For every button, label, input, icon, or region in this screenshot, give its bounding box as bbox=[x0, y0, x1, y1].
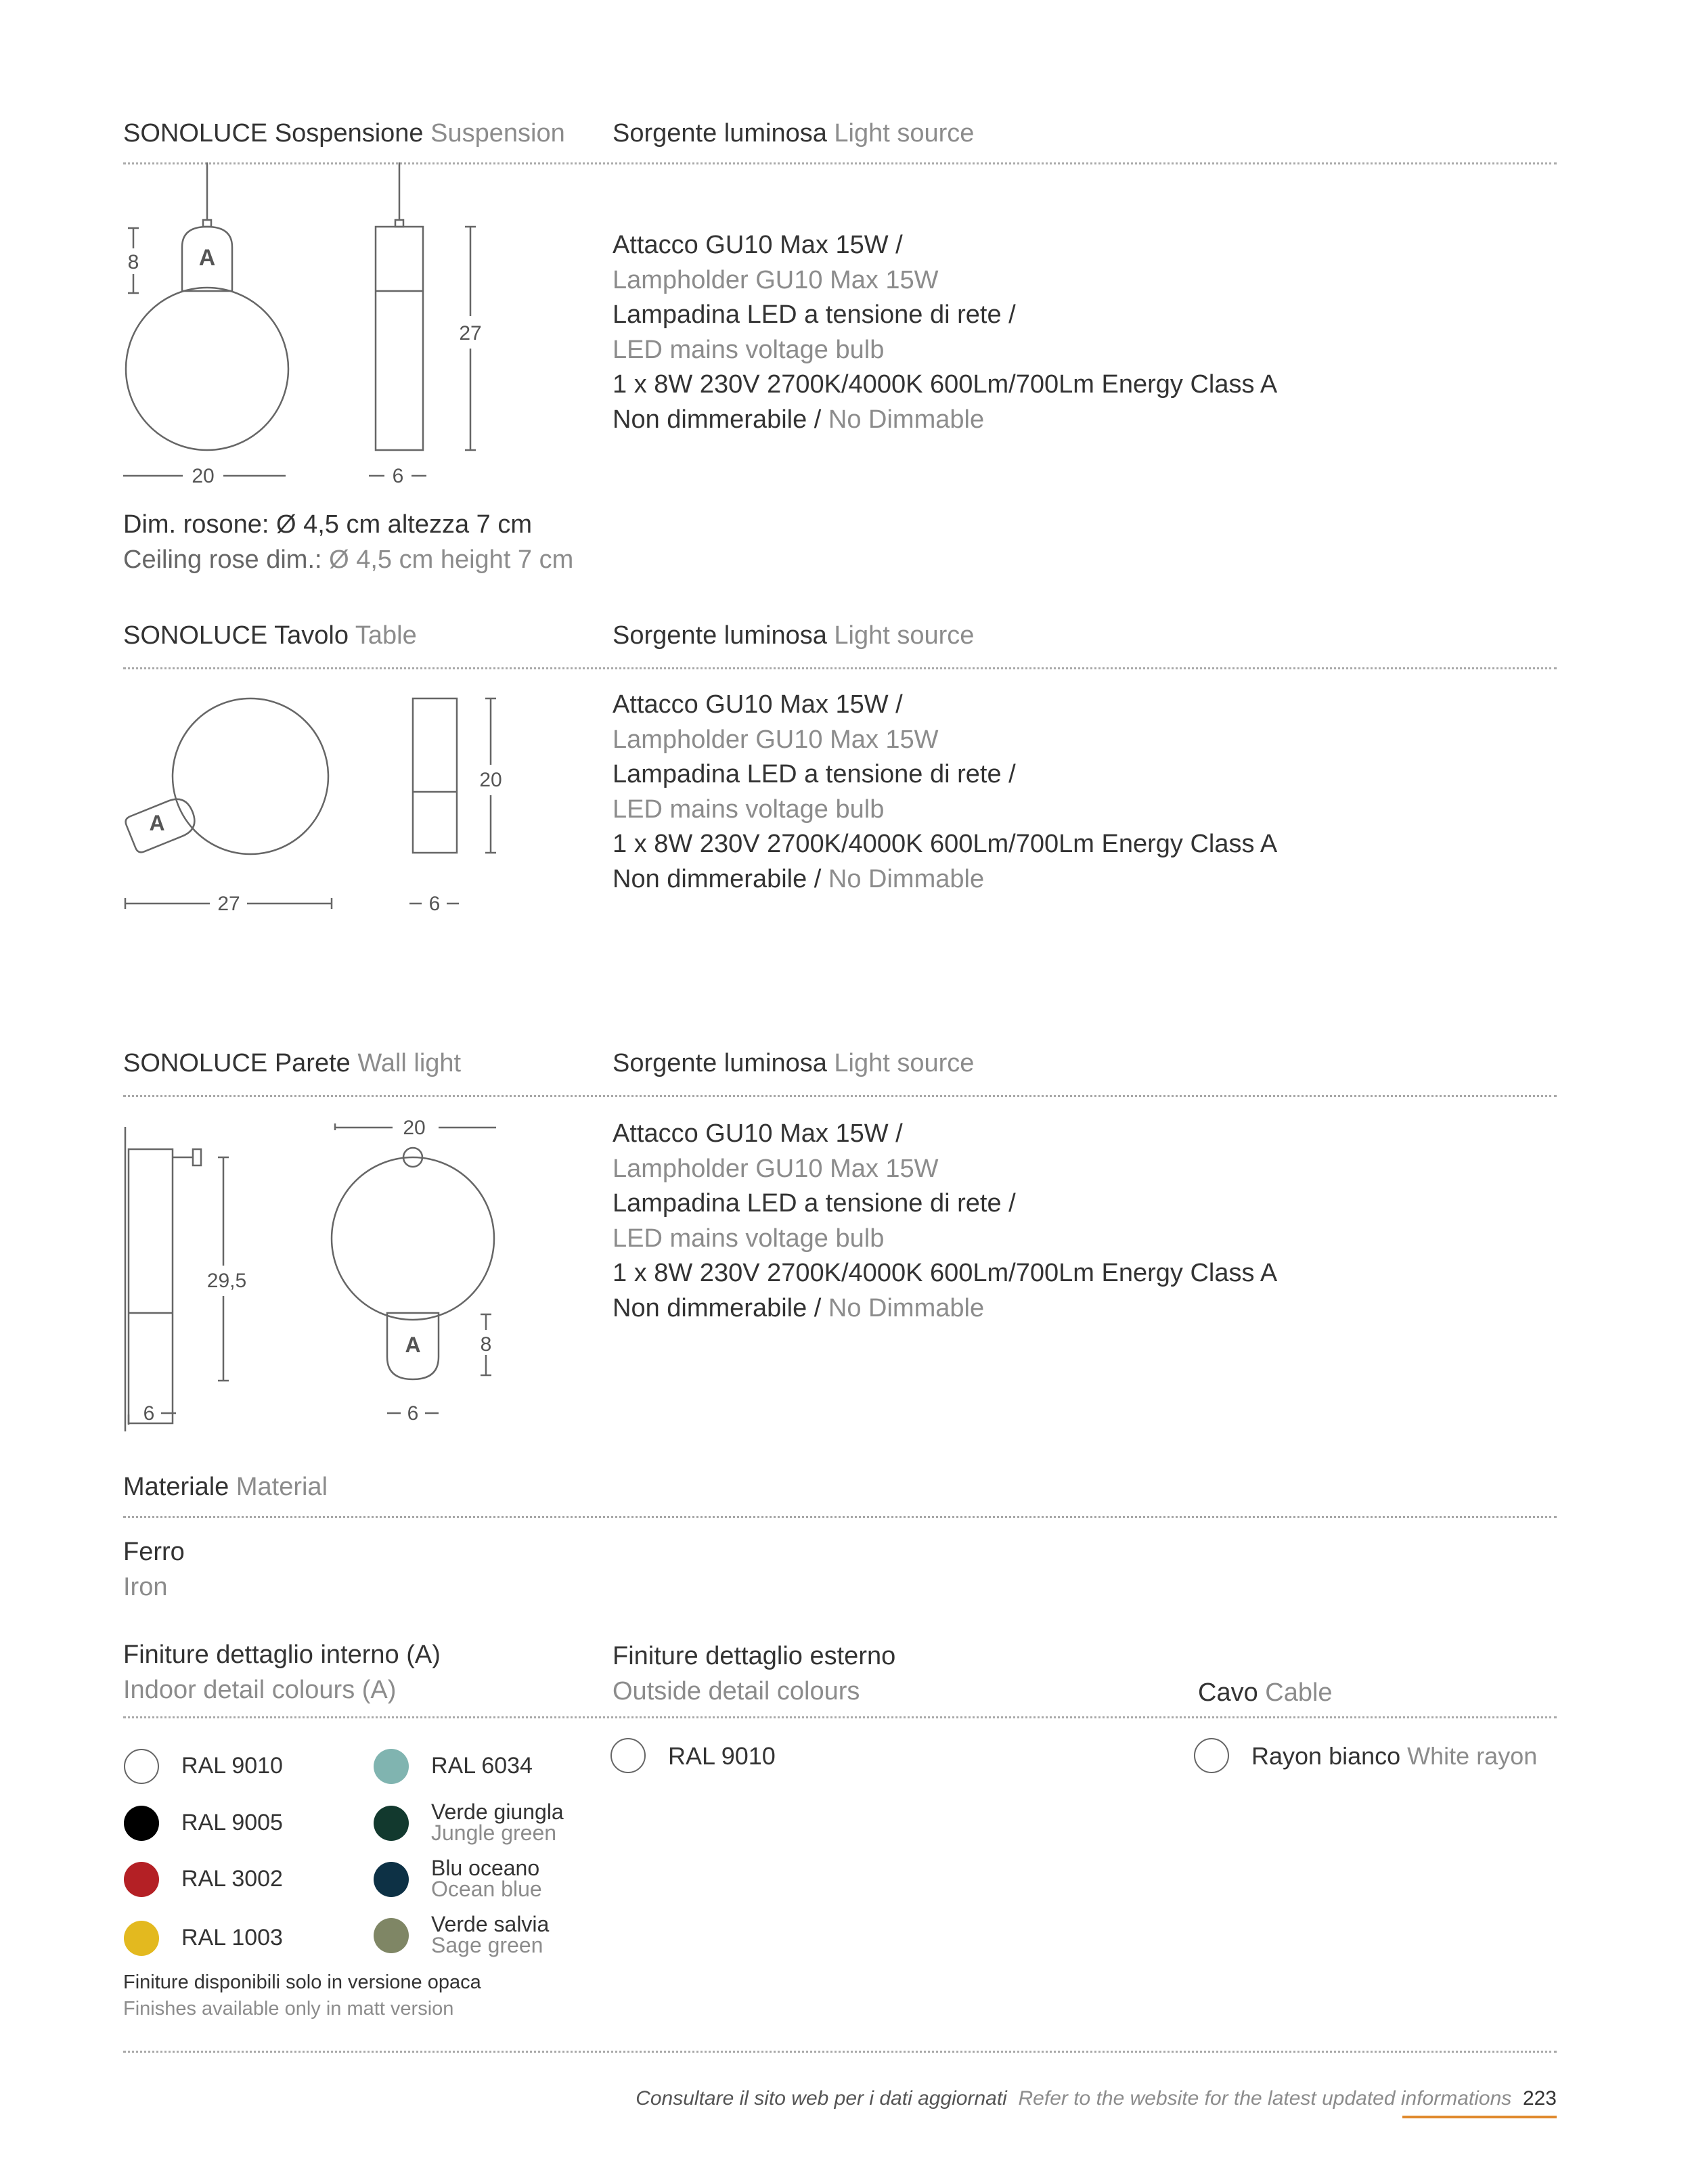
swatch-jungle-green bbox=[374, 1806, 409, 1841]
footer-accent-bar bbox=[1402, 2116, 1557, 2118]
dim-label: 6 bbox=[407, 1402, 419, 1425]
indoor-title: Finiture dettaglio interno (A) Indoor detail colours (A) bbox=[123, 1641, 441, 1704]
marker-a: A bbox=[149, 811, 165, 835]
swatch-ocean-blue bbox=[374, 1862, 409, 1897]
wall-drawing bbox=[108, 1103, 528, 1455]
material-value: Ferro Iron bbox=[123, 1538, 185, 1601]
page-number: 223 bbox=[1522, 2087, 1557, 2110]
swatch-label: RAL 3002 bbox=[181, 1866, 283, 1892]
dim-label: 6 bbox=[143, 1402, 155, 1425]
table-source-title: Sorgente luminosa Light source bbox=[613, 621, 975, 650]
divider bbox=[123, 2051, 1557, 2053]
wall-source-title: Sorgente luminosa Light source bbox=[613, 1049, 975, 1077]
swatch-cable bbox=[1194, 1738, 1229, 1773]
swatch-label: Verde giungla Jungle green bbox=[431, 1800, 564, 1845]
suspension-source-title: Sorgente luminosa Light source bbox=[613, 119, 975, 148]
outdoor-title: Finiture dettaglio esterno Outside detail colours bbox=[613, 1642, 896, 1706]
swatch-label: Blu oceano Ocean blue bbox=[431, 1856, 542, 1901]
swatch-ral-6034 bbox=[374, 1749, 409, 1784]
dim-label: 29,5 bbox=[206, 1270, 247, 1292]
marker-a: A bbox=[198, 245, 216, 271]
swatch-label: RAL 9010 bbox=[668, 1742, 776, 1770]
table-drawing bbox=[108, 684, 528, 927]
divider bbox=[123, 1095, 1557, 1097]
finish-note: Finiture disponibili solo in versione opaca Finishes available only in matt version bbox=[123, 1971, 481, 2020]
swatch-label: Verde salvia Sage green bbox=[431, 1912, 550, 1957]
suspension-title: SONOLUCE Sospensione Suspension bbox=[123, 119, 565, 148]
dim-label: 20 bbox=[192, 465, 215, 487]
cable-title: Cavo Cable bbox=[1198, 1678, 1333, 1707]
dim-label: 8 bbox=[480, 1333, 492, 1356]
dim-label: 6 bbox=[428, 893, 441, 915]
swatch-ral-9010 bbox=[124, 1749, 159, 1784]
divider bbox=[123, 667, 1557, 669]
material-title: Materiale Material bbox=[123, 1473, 328, 1501]
dim-label: 20 bbox=[479, 769, 502, 791]
footer-note: Consultare il sito web per i dati aggiornati Refer to the website for the latest updated informations 223 bbox=[636, 2087, 1557, 2110]
suspension-drawing bbox=[108, 159, 487, 497]
cable-value: Rayon bianco White rayon bbox=[1251, 1742, 1538, 1770]
swatch-ral-1003 bbox=[124, 1921, 159, 1956]
swatch-ral-3002 bbox=[124, 1862, 159, 1897]
marker-a: A bbox=[405, 1333, 421, 1357]
divider bbox=[123, 1516, 1557, 1518]
swatch-label: RAL 6034 bbox=[431, 1753, 533, 1779]
table-title: SONOLUCE Tavolo Table bbox=[123, 621, 417, 650]
dim-label: 20 bbox=[403, 1117, 426, 1139]
suspension-spec: Attacco GU10 Max 15W / Lampholder GU10 Max 15W Lampadina LED a tensione di rete / LED mains voltage bulb 1 x 8W 230V 2700K/4000K 600Lm/700Lm Energy Class A Non dimmerabile / No Dimmable bbox=[613, 231, 1278, 434]
wall-title: SONOLUCE Parete Wall light bbox=[123, 1049, 462, 1077]
table-spec: Attacco GU10 Max 15W / Lampholder GU10 Max 15W Lampadina LED a tensione di rete / LED mains voltage bulb 1 x 8W 230V 2700K/4000K 600Lm/700Lm Energy Class A Non dimmerabile / No Dimmable bbox=[613, 690, 1278, 893]
wall-spec: Attacco GU10 Max 15W / Lampholder GU10 Max 15W Lampadina LED a tensione di rete / LED mains voltage bulb 1 x 8W 230V 2700K/4000K 600Lm/700Lm Energy Class A Non dimmerabile / No Dimmable bbox=[613, 1119, 1278, 1322]
divider bbox=[123, 1716, 1557, 1718]
swatch-sage-green bbox=[374, 1918, 409, 1953]
dim-label: 27 bbox=[217, 893, 240, 915]
ceiling-rose-dims: Dim. rosone: Ø 4,5 cm altezza 7 cm Ceiling rose dim.: Ø 4,5 cm height 7 cm bbox=[123, 510, 574, 574]
swatch-label: RAL 1003 bbox=[181, 1925, 283, 1951]
dim-label: 27 bbox=[459, 322, 482, 344]
swatch-outdoor-ral-9010 bbox=[610, 1738, 646, 1773]
swatch-label: RAL 9010 bbox=[181, 1753, 283, 1779]
dim-label: 8 bbox=[127, 251, 139, 273]
swatch-ral-9005 bbox=[124, 1806, 159, 1841]
swatch-label: RAL 9005 bbox=[181, 1810, 283, 1835]
dim-label: 6 bbox=[392, 465, 404, 487]
